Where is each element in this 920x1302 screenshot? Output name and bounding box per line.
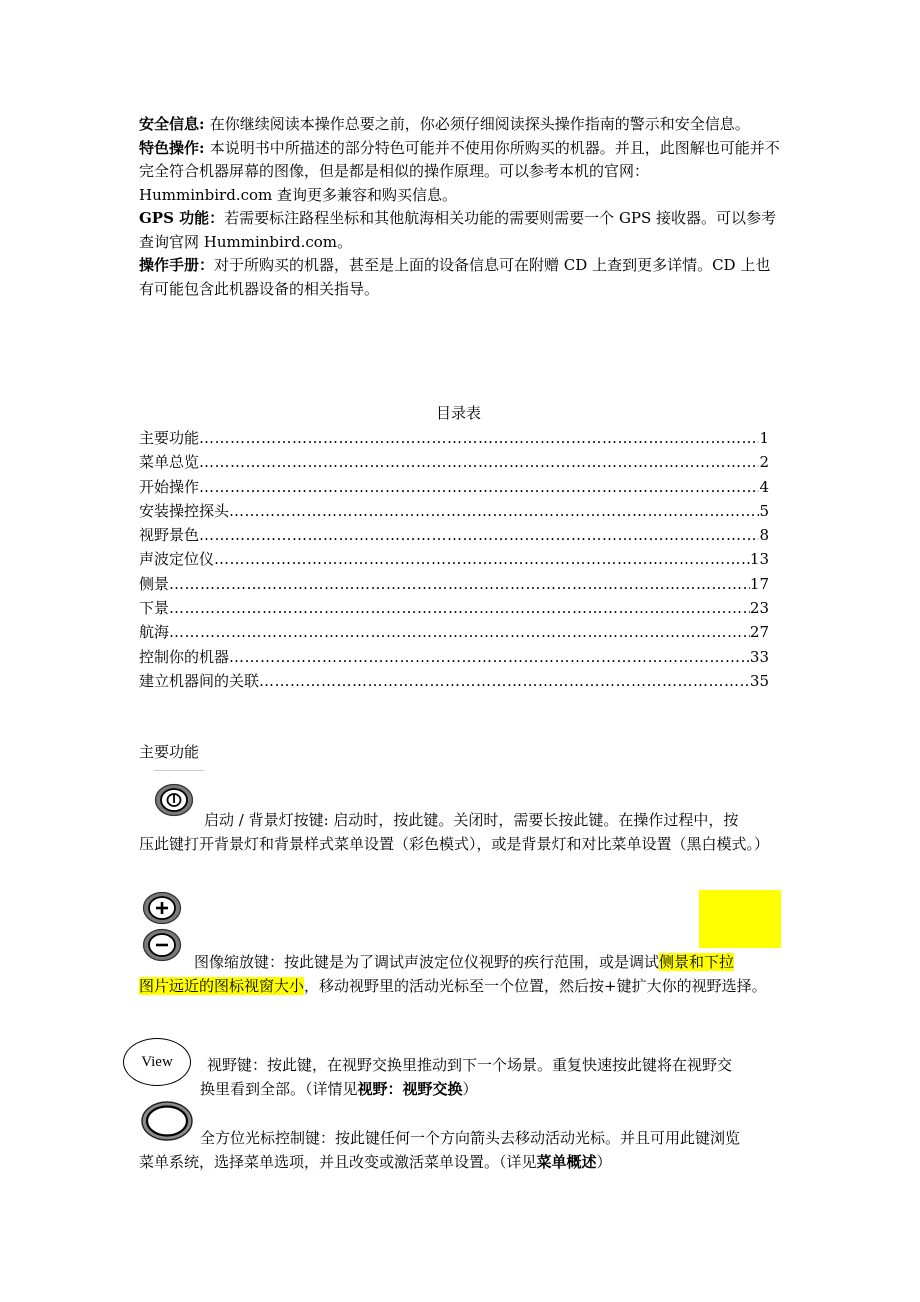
safety-info-paragraph: 安全信息: 在你继续阅读本操作总要之前，你必须仔细阅读探头操作指南的警示和安全信息。 特色操作: 本说明书中所描述的部分特色可能并不使用你所购买的机器。并且，此图解也可能并不完全符合机器屏幕的图像，但是都是相似的操作原理。可以参考本机的官网：Humminbird.com 查询更多兼容和购买信息。 GPS 功能：若需要标注路程坐标和其他航海相关功能的需要则需要一个 GPS 接收器。可以参考查询官网 Humminbird.com。 操作手册：对于所购买的机器，甚至是上面的设备信息可在附赠 CD 上查到更多详情。CD 上也有可能包含此机器设备的相关指导。 [139,115,780,298]
toc-item[interactable]: 建立机器间的关联 …………………………………………………………………………………………………………………………………… 35 [139,669,769,693]
highlighted-text: 图片远近的图标视窗大小 [139,977,305,995]
section-heading: 主要功能 [139,743,200,761]
safety-info-text: 在你继续阅读本操作总要之前，你必须仔细阅读探头操作指南的警示和安全信息。 [209,115,750,133]
features-label: 特色操作 [139,138,200,157]
highlight-block [699,890,781,948]
manual-label: 操作手册 [139,256,200,274]
features-text: 本说明书中所描述的部分特色可能并不使用你所购买的机器。并且，此图解也可能并不完全符合机器屏幕的图像，但是都是相似的操作原理。可以参考本机的官网：Humminbird.com 查询更多兼容和购买信息。 [139,138,780,204]
manual-text: 对于所购买的机器，甚至是上面的设备信息可在附赠 CD 上查到更多详情。CD 上也有可能包含此机器设备的相关指导。 [139,256,771,298]
view-button-icon: View [123,1038,191,1086]
safety-info-label: 安全信息 [139,115,200,133]
view-button-desc: 视野键：按此键，在视野交换里推动到下一个场景。重复快速按此键将在视野交 换里看到全部。（详情见视野：视野交换） [200,1056,733,1098]
zoom-button-desc: 图像缩放键：按此键是为了调试声波定位仪视野的疾行范围，或是调试侧景和下拉 图片远近的图标视窗大小，移动视野里的活动光标至一个位置，然后按+键扩大你的视野选择。 [139,953,767,995]
toc-item[interactable]: 菜单总览 …………………………………………………………………………………………………………………………………… 2 [139,450,769,474]
toc-item[interactable]: 视野景色 …………………………………………………………………………………………………………………………………… 8 [139,523,769,547]
menu-overview-link: 菜单概述 [536,1153,597,1171]
toc-item[interactable]: 声波定位仪 …………………………………………………………………………………………………………………………………… 13 [139,547,769,571]
view-link: 视野：视野交换 [357,1080,463,1098]
toc-item[interactable]: 主要功能 …………………………………………………………………………………………………………………………………… 1 [139,426,769,450]
cursor-control-desc: 全方位光标控制键：按此键任何一个方向箭头去移动活动光标。并且可用此键浏览 菜单系统，选择菜单选项，并且改变或激活菜单设置。（详见菜单概述） [139,1129,741,1171]
toc-item[interactable]: 侧景 …………………………………………………………………………………………………………………………………… 17 [139,572,769,596]
plus-button-icon [141,891,185,927]
highlighted-text: 侧景和下拉 [659,953,735,971]
toc-item[interactable]: 下景 …………………………………………………………………………………………………………………………………… 23 [139,596,769,620]
toc-item[interactable]: 开始操作 …………………………………………………………………………………………………………………………………… 4 [139,475,769,499]
toc-item[interactable]: 安装操控探头 …………………………………………………………………………………………………………………………………… 5 [139,499,769,523]
table-of-contents [139,426,769,693]
toc-item[interactable]: 航海 …………………………………………………………………………………………………………………………………… 27 [139,620,769,644]
divider [154,770,204,771]
gps-label: GPS 功能 [139,209,210,227]
toc-item[interactable]: 控制你的机器 …………………………………………………………………………………………………………………………………… 33 [139,645,769,669]
gps-text: 若需要标注路程坐标和其他航海相关功能的需要则需要一个 GPS 接收器。可以参考查询官网 Humminbird.com。 [139,209,777,251]
toc-title: 目录表 [436,404,482,422]
power-button-desc: 启动 / 背景灯按键: 启动时，按此键。关闭时，需要长按此键。在操作过程中，按 压此键打开背景灯和背景样式菜单设置（彩色模式），或是背景灯和对比菜单设置（黑白模式。） [139,811,770,853]
